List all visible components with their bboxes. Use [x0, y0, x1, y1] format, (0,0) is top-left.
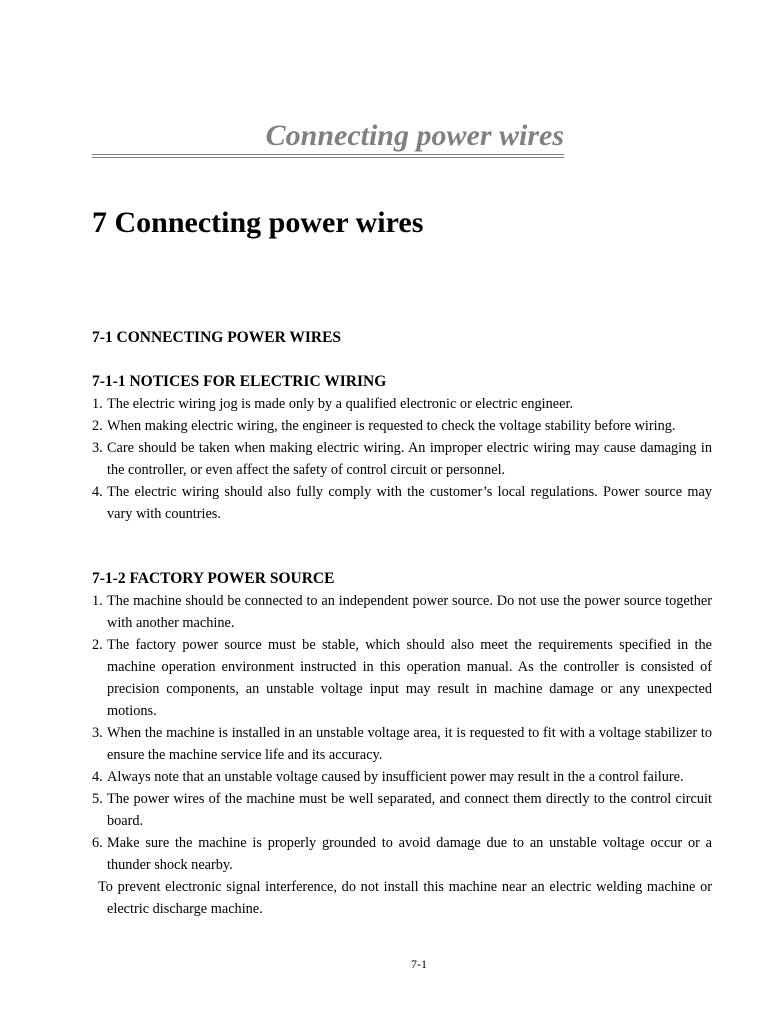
- item-text: The factory power source must be stable, which should also meet the requirements specified in the machine operation environment instructed in this operation manual. As the controller is consisted of precision components, an unstable voltage input may result in machine damage or any unexpected motions.: [107, 637, 712, 719]
- page-number: 7-1: [411, 957, 427, 971]
- item-number: 6.: [92, 835, 103, 851]
- header-rule: [92, 154, 564, 155]
- item-number: 1.: [92, 396, 103, 412]
- item-text: When the machine is installed in an unstable voltage area, it is requested to fit with a voltage stabilizer to ensure the machine service life and its accuracy.: [107, 725, 712, 763]
- page-header: [92, 118, 564, 158]
- item-number: 4.: [92, 484, 103, 500]
- item-number: 3.: [92, 440, 103, 456]
- list-item: [92, 832, 712, 876]
- item-text: The electric wiring jog is made only by a qualified electronic or electric engineer.: [107, 396, 574, 412]
- list-item: [92, 437, 712, 481]
- interference-note: To prevent electronic signal interference, do not install this machine near an electric welding machine or electric discharge machine.: [98, 879, 712, 917]
- item-number: 2.: [92, 418, 103, 434]
- power-source-list: [92, 590, 712, 920]
- header-title: Connecting power wires: [265, 119, 564, 152]
- section-heading: 7-1-2 FACTORY POWER SOURCE: [92, 570, 335, 587]
- item-number: 5.: [92, 791, 103, 807]
- item-text: Always note that an unstable voltage caused by insufficient power may result in the a control failure.: [107, 769, 684, 785]
- item-number: 3.: [92, 725, 103, 741]
- item-number: 4.: [92, 769, 103, 785]
- list-item: [92, 634, 712, 722]
- item-number: 1.: [92, 593, 103, 609]
- chapter-title: 7 Connecting power wires: [92, 206, 424, 239]
- item-text: The machine should be connected to an independent power source. Do not use the power source together with another machine.: [107, 593, 712, 631]
- list-item: [92, 415, 712, 437]
- item-text: Make sure the machine is properly grounded to avoid damage due to an unstable voltage occur or a thunder shock nearby.: [107, 835, 712, 873]
- list-item: [92, 722, 712, 766]
- wiring-notices-list: [92, 393, 712, 525]
- section-heading: 7-1-1 NOTICES FOR ELECTRIC WIRING: [92, 373, 387, 390]
- item-text: Care should be taken when making electric wiring. An improper electric wiring may cause damaging in the controller, or even affect the safety of control circuit or personnel.: [107, 440, 712, 478]
- list-item: [92, 788, 712, 832]
- list-item: [92, 766, 712, 788]
- list-item: [92, 481, 712, 525]
- header-rule: [92, 157, 564, 158]
- list-item: [92, 393, 712, 415]
- item-text: The power wires of the machine must be well separated, and connect them directly to the control circuit board.: [107, 791, 712, 829]
- list-item: [92, 590, 712, 634]
- item-text: When making electric wiring, the engineer is requested to check the voltage stability before wiring.: [107, 418, 676, 434]
- item-number: 2.: [92, 637, 103, 653]
- section-heading: 7-1 CONNECTING POWER WIRES: [92, 329, 342, 346]
- item-text: The electric wiring should also fully comply with the customer’s local regulations. Power source may vary with countries.: [107, 484, 712, 522]
